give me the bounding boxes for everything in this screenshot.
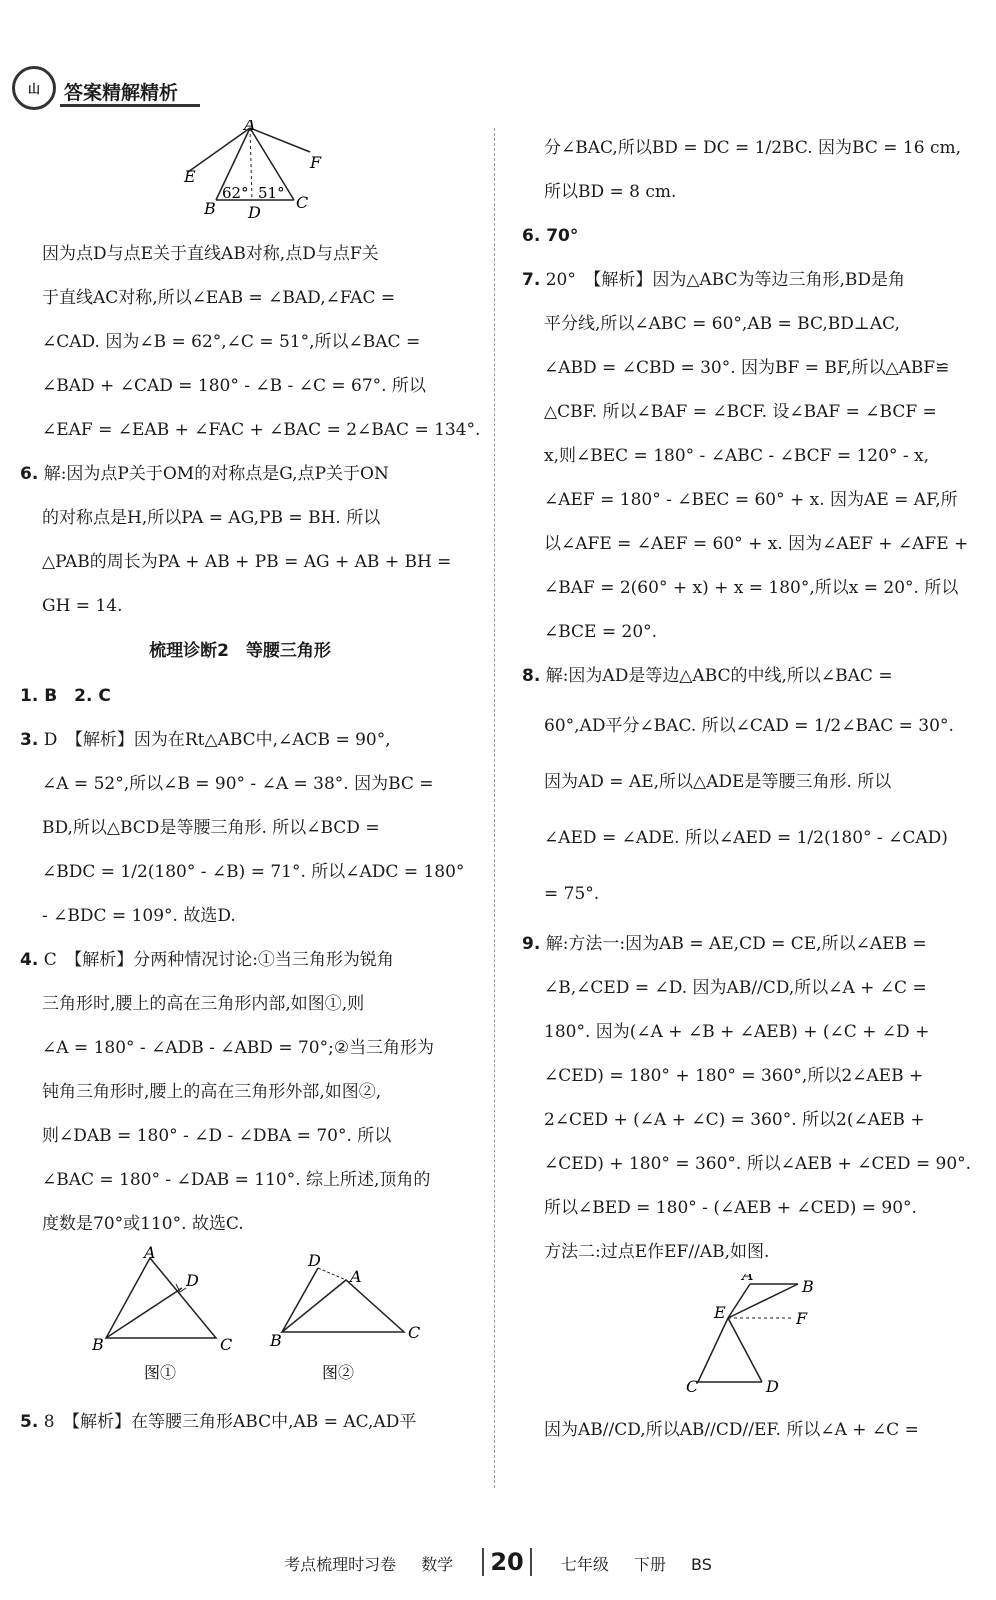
page-header bbox=[0, 0, 996, 110]
header-rule bbox=[60, 104, 200, 107]
fig1-label-f: F bbox=[310, 153, 322, 172]
text-line: ∠AEF = 180° - ∠BEC = 60° + x. 因为AE = AF,所 bbox=[544, 490, 958, 510]
fig2-label-d2: D bbox=[308, 1251, 321, 1270]
text-line: △PAB的周长为PA + AB + PB = AG + AB + BH = bbox=[42, 552, 452, 572]
fig1-label-d: D bbox=[248, 203, 261, 220]
text-line: 解:方法一:因为AB = AE,CD = CE,所以∠AEB = bbox=[545, 934, 927, 954]
text-line: ∠BAD + ∠CAD = 180° - ∠B - ∠C = 67°. 所以 bbox=[42, 376, 426, 396]
text-line: 钝角三角形时,腰上的高在三角形外部,如图②, bbox=[42, 1082, 382, 1102]
text-line: 2∠CED + (∠A + ∠C) = 360°. 所以2(∠AEB + bbox=[544, 1110, 925, 1130]
text-line: 以∠AFE = ∠AEF = 60° + x. 因为∠AEF + ∠AFE + bbox=[544, 534, 969, 554]
text-line: D 【解析】因为在Rt△ABC中,∠ACB = 90°, bbox=[43, 730, 391, 750]
text-line: △CBF. 所以∠BAF = ∠BCF. 设∠BAF = ∠BCF = bbox=[544, 402, 937, 422]
problem-number: 5. bbox=[20, 1412, 39, 1432]
footer-subject: 数学 bbox=[421, 1555, 454, 1574]
text-line: ∠ABD = ∠CBD = 30°. 因为BF = BF,所以△ABF≌ bbox=[544, 358, 950, 378]
problem-number: 9. bbox=[522, 934, 541, 954]
publisher-logo: 山 bbox=[12, 66, 56, 110]
text-line: 解:因为AD是等边△ABC的中线,所以∠BAC = bbox=[545, 666, 893, 686]
problem-7 bbox=[522, 258, 969, 654]
answers-1-2: 1. B 2. C bbox=[20, 686, 111, 706]
text-line: ∠AED = ∠ADE. 所以∠AED = 1/2(180° - ∠CAD) bbox=[544, 828, 948, 848]
text-line: 因为AB//CD,所以AB//CD//EF. 所以∠A + ∠C = bbox=[544, 1420, 919, 1440]
text-line: ∠BAF = 2(60° + x) + x = 180°,所以x = 20°. 所以 bbox=[544, 578, 959, 598]
text-line: 60°,AD平分∠BAC. 所以∠CAD = 1/2∠BAC = 30°. bbox=[544, 716, 954, 736]
problem-number: 4. bbox=[20, 950, 39, 970]
fig3-label-c: C bbox=[686, 1377, 699, 1396]
problem-3 bbox=[20, 718, 465, 938]
text-line: 因为AD = AE,所以△ADE是等腰三角形. 所以 bbox=[544, 772, 892, 792]
fig2-label-a: A bbox=[144, 1246, 156, 1262]
fig1-label-e: E bbox=[184, 167, 196, 186]
text-line: GH = 14. bbox=[42, 596, 123, 616]
fig2-label-a2: A bbox=[350, 1267, 362, 1286]
fig3-label-e: E bbox=[714, 1303, 726, 1322]
fig2-label-c2: C bbox=[408, 1323, 421, 1342]
text-line: 分∠BAC,所以BD = DC = 1/2BC. 因为BC = 16 cm, bbox=[544, 138, 962, 158]
problem-number: 6. bbox=[20, 464, 39, 484]
problem-6 bbox=[20, 452, 460, 628]
text-line: ∠CED) = 180° + 180° = 360°,所以2∠AEB + bbox=[544, 1066, 924, 1086]
text-line: 于直线AC对称,所以∠EAB = ∠BAD,∠FAC = bbox=[42, 288, 396, 308]
fig3-label-f: F bbox=[796, 1309, 808, 1328]
text-line: = 75°. bbox=[544, 884, 600, 904]
problem-5-end bbox=[522, 126, 962, 214]
text-line: 则∠DAB = 180° - ∠D - ∠DBA = 70°. 所以 bbox=[42, 1126, 392, 1146]
fig2-caption-1: 图① bbox=[144, 1363, 177, 1382]
text-line: 解:因为点P关于OM的对称点是G,点P关于ON bbox=[43, 464, 389, 484]
problem-5-continued bbox=[20, 232, 481, 452]
text-line: 所以∠BED = 180° - (∠AEB + ∠CED) = 90°. bbox=[544, 1198, 917, 1218]
fig3-label-a: A bbox=[742, 1274, 754, 1284]
text-line: ∠A = 180° - ∠ADB - ∠ABD = 70°;②当三角形为 bbox=[42, 1038, 435, 1058]
figure-triangle-efadc bbox=[20, 120, 460, 220]
footer-grade: 七年级 bbox=[560, 1555, 609, 1574]
problem-number: 8. bbox=[522, 666, 541, 686]
text-line: 20° 【解析】因为△ABC为等边三角形,BD是角 bbox=[545, 270, 906, 290]
text-line: ∠CED) + 180° = 360°. 所以∠AEB + ∠CED = 90°. bbox=[544, 1154, 972, 1174]
figure-triangles-1-2 bbox=[20, 1246, 460, 1396]
answer-6: 6. 70° bbox=[522, 226, 579, 246]
text-line: 度数是70°或110°. 故选C. bbox=[42, 1214, 244, 1234]
text-line: 的对称点是H,所以PA = AG,PB = BH. 所以 bbox=[42, 508, 381, 528]
text-line: - ∠BDC = 109°. 故选D. bbox=[42, 906, 236, 926]
text-line: ∠A = 52°,所以∠B = 90° - ∠A = 38°. 因为BC = bbox=[42, 774, 434, 794]
text-line: ∠BDC = 1/2(180° - ∠B) = 71°. 所以∠ADC = 180° bbox=[42, 862, 465, 882]
text-line: 180°. 因为(∠A + ∠B + ∠AEB) + (∠C + ∠D + bbox=[544, 1022, 930, 1042]
fig2-label-b: B bbox=[92, 1335, 104, 1354]
header-title: 答案精解精析 bbox=[64, 82, 179, 104]
text-line: 8 【解析】在等腰三角形ABC中,AB = AC,AD平 bbox=[43, 1412, 417, 1432]
fig3-label-d: D bbox=[766, 1377, 779, 1396]
text-line: 因为点D与点E关于直线AB对称,点D与点F关 bbox=[42, 244, 379, 264]
text-line: ∠BCE = 20°. bbox=[544, 622, 658, 642]
fig3-label-b: B bbox=[802, 1277, 814, 1296]
left-column bbox=[20, 120, 481, 1444]
text-line: 平分线,所以∠ABC = 60°,AB = BC,BD⊥AC, bbox=[544, 314, 900, 334]
column-divider bbox=[494, 128, 495, 1488]
text-line: 三角形时,腰上的高在三角形内部,如图①,则 bbox=[42, 994, 365, 1014]
text-line: 方法二:过点E作EF//AB,如图. bbox=[544, 1242, 770, 1262]
page-number: 20 bbox=[482, 1548, 531, 1576]
footer-volume: 下册 bbox=[633, 1555, 666, 1574]
problem-9 bbox=[522, 922, 972, 1274]
figure-parallel-ab-cd bbox=[522, 1274, 962, 1404]
fig1-angle-51: 51° bbox=[258, 184, 285, 202]
text-line: x,则∠BEC = 180° - ∠ABC - ∠BCF = 120° - x, bbox=[544, 446, 929, 466]
fig1-angle-62: 62° bbox=[222, 184, 249, 202]
fig2-caption-2: 图② bbox=[322, 1363, 355, 1382]
problem-number: 3. bbox=[20, 730, 39, 750]
text-line: ∠BAC = 180° - ∠DAB = 110°. 综上所述,顶角的 bbox=[42, 1170, 431, 1190]
text-line: C 【解析】分两种情况讨论:①当三角形为锐角 bbox=[43, 950, 394, 970]
text-line: ∠CAD. 因为∠B = 62°,∠C = 51°,所以∠BAC = bbox=[42, 332, 421, 352]
right-column bbox=[522, 120, 972, 1452]
problem-number: 7. bbox=[522, 270, 541, 290]
text-line: ∠B,∠CED = ∠D. 因为AB//CD,所以∠A + ∠C = bbox=[544, 978, 927, 998]
footer-book: 考点梳理时习卷 bbox=[284, 1555, 397, 1574]
fig2-label-d: D bbox=[186, 1271, 199, 1290]
fig1-label-a: A bbox=[244, 120, 256, 134]
fig2-label-c: C bbox=[220, 1335, 233, 1354]
problem-4 bbox=[20, 938, 460, 1246]
footer-edition: BS bbox=[691, 1555, 712, 1574]
text-line: ∠EAF = ∠EAB + ∠FAC + ∠BAC = 2∠BAC = 134°. bbox=[42, 420, 481, 440]
fig1-label-c: C bbox=[296, 193, 309, 212]
fig2-label-b2: B bbox=[270, 1331, 282, 1350]
text-line: 所以BD = 8 cm. bbox=[544, 182, 677, 202]
fig1-label-b: B bbox=[204, 199, 216, 218]
page-footer bbox=[0, 1548, 996, 1576]
problem-8 bbox=[522, 654, 962, 922]
text-line: BD,所以△BCD是等腰三角形. 所以∠BCD = bbox=[42, 818, 380, 838]
section-title: 梳理诊断2 等腰三角形 bbox=[149, 641, 331, 661]
